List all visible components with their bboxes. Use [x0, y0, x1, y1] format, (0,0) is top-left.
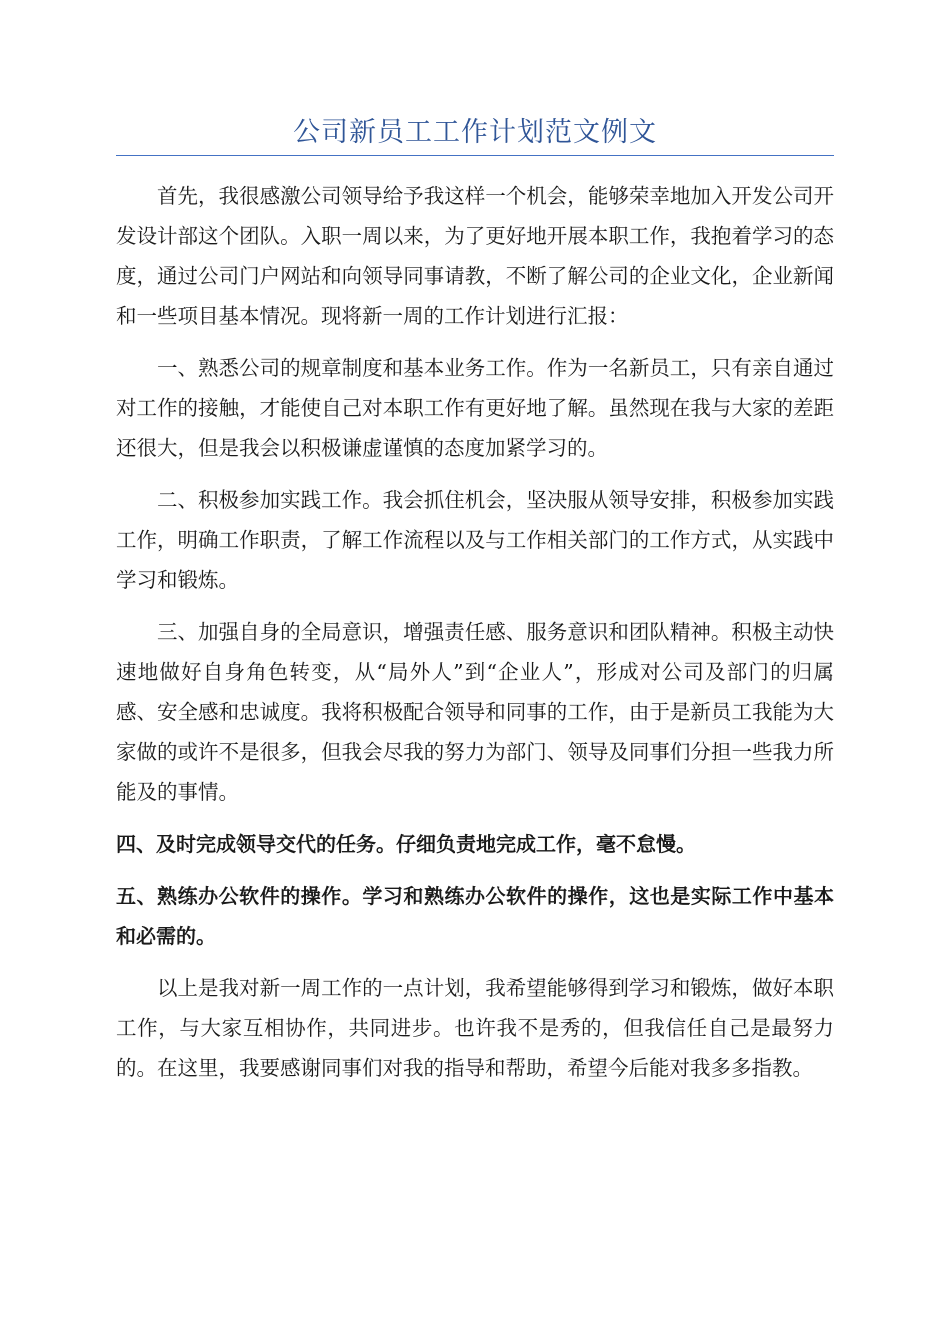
paragraph-conclusion: 以上是我对新一周工作的一点计划，我希望能够得到学习和锻炼，做好本职工作，与大家互相协作，共同进步。也许我不是秀的，但我信任自己是最努力的。在这里，我要感谢同事们对我的指导和帮助，希望今后能对我多多指教。 [116, 976, 834, 1080]
paragraph-item-4: 四、及时完成领导交代的任务。仔细负责地完成工作，毫不怠慢。 [116, 832, 696, 856]
paragraph-item-1: 一、熟悉公司的规章制度和基本业务工作。作为一名新员工，只有亲自通过对工作的接触，才能使自己对本职工作有更好地了解。虽然现在我与大家的差距还很大，但是我会以积极谦虚谨慎的态度加紧学习的。 [116, 356, 834, 460]
paragraph-item-2: 二、积极参加实践工作。我会抓住机会，坚决服从领导安排，积极参加实践工作，明确工作职责，了解工作流程以及与工作相关部门的工作方式，从实践中学习和锻炼。 [116, 488, 834, 592]
paragraph-intro: 首先，我很感激公司领导给予我这样一个机会，能够荣幸地加入开发公司开发设计部这个团队。入职一周以来，为了更好地开展本职工作，我抱着学习的态度，通过公司门户网站和向领导同事请教，不断了解公司的企业文化，企业新闻和一些项目基本情况。现将新一周的工作计划进行汇报： [116, 184, 834, 328]
document-title: 公司新员工工作计划范文例文 [293, 117, 657, 148]
paragraph-item-5: 五、熟练办公软件的操作。学习和熟练办公软件的操作，这也是实际工作中基本和必需的。 [116, 884, 834, 948]
title-underline [116, 155, 834, 156]
paragraph-item-3: 三、加强自身的全局意识，增强责任感、服务意识和团队精神。积极主动快速地做好自身角色转变，从“局外人”到“企业人”，形成对公司及部门的归属感、安全感和忠诚度。我将积极配合领导和同事的工作，由于是新员工我能为大家做的或许不是很多，但我会尽我的努力为部门、领导及同事们分担一些我力所能及的事情。 [116, 620, 834, 804]
document-page [116, 0, 834, 1088]
